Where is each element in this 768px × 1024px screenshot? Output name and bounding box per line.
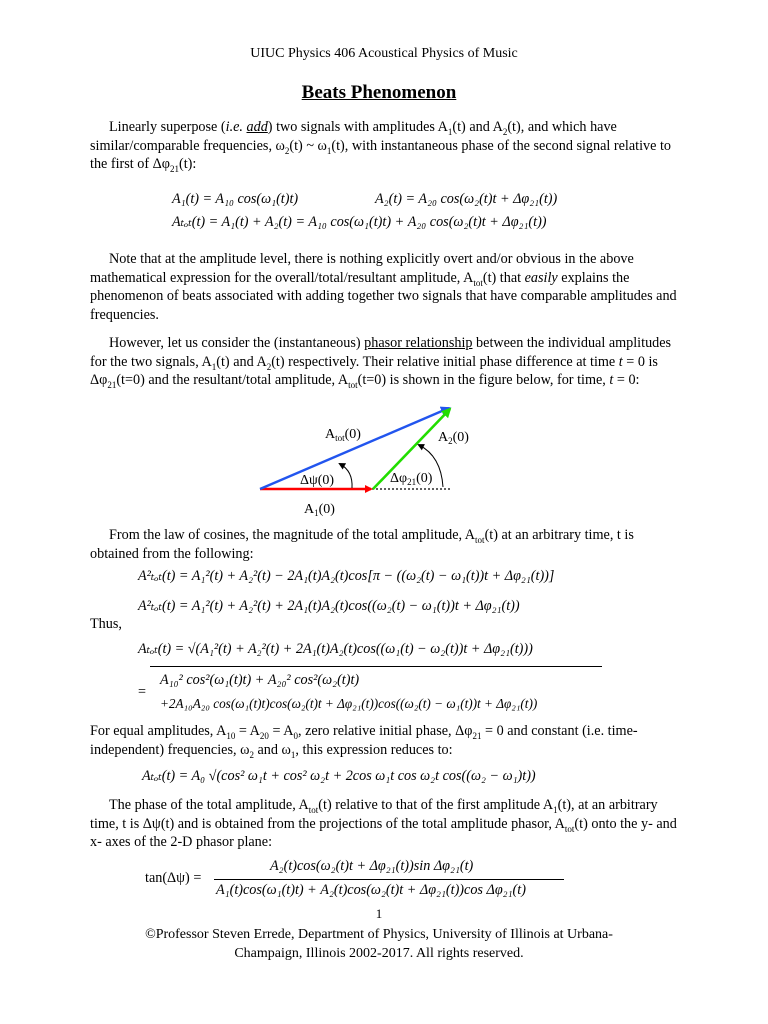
- total-phase-paragraph: The phase of the total amplitude, $A_{tot}(t)$ relative to that of the first amplitude $A_1(t)$, at an arbitrary time, t is Δψ(t) and is obtained from the projections of the total amplitude phasor, $A_{tot}(t)$ onto the y- and x- axes of the 2-D phasor plane:: [90, 797, 677, 850]
- equation-atot-expanded-line2: +2A₁₀A₂₀ cos(ω₁(t)t)cos(ω₂(t)t + Δφ₂₁(t))cos((ω₂(t) − ω₁(t))t + Δφ₂₁(t)): [160, 696, 538, 711]
- a1-label: $A_1(0)$: [304, 502, 335, 518]
- page-title: Beats Phenomenon: [301, 82, 457, 103]
- fraction-bar: [214, 879, 564, 880]
- equation-a1: A₁(t) = A₁₀ cos(ω₁(t)t): [172, 191, 299, 207]
- equation-atot-sum: Aₜₒₜ(t) = A₁(t) + A₂(t) = A₁₀ cos(ω₁(t)t) + A₂₀ cos(ω₂(t)t + Δφ₂₁(t)): [172, 214, 547, 230]
- tan-dpsi-denominator: A₁(t)cos(ω₁(t)t) + A₂(t)cos(ω₂(t)t + Δφ₂₁(t))cos Δφ₂₁(t): [216, 882, 526, 898]
- equation-atot-magnitude: Aₜₒₜ(t) = √(A₁²(t) + A₂²(t) + 2A₁(t)A₂(t)cos((ω₁(t) − ω₂(t))t + Δφ₂₁(t))): [138, 641, 533, 657]
- equals-sign: =: [138, 684, 147, 700]
- equation-law-of-cosines-simplified: A²ₜₒₜ(t) = A₁²(t) + A₂²(t) + 2A₁(t)A₂(t)cos((ω₂(t) − ω₁(t))t + Δφ₂₁(t)): [138, 598, 520, 614]
- phasor-diagram: [240, 396, 480, 521]
- a2-label: $A_2(0)$: [438, 430, 469, 446]
- dphi21-label: $\Delta\varphi_{21}(0)$: [390, 471, 433, 487]
- equal-amplitudes-paragraph: For equal amplitudes, $A_{10} = A_{20} = A_0$, zero relative initial phase, $\Delta\varphi_{21} = 0$ and constant (i.e. time-independent) frequencies, $\omega_2$ and $\omega_1$, this expression reduces to:: [90, 723, 638, 760]
- copyright-line-2: Champaign, Illinois 2002-2017. All rights reserved.: [234, 946, 524, 961]
- law-of-cosines-paragraph: From the law of cosines, the magnitude of the total amplitude, $A_{tot}(t)$ at an arbitrary time, t is obtained from the following:: [90, 527, 634, 562]
- phasor-paragraph: However, let us consider the (instantaneous) phasor relationship between the individual amplitudes for the two signals, $A_1(t)$ and $A_2(t)$ respectively. Their relative initial phase difference at time t = 0 is $\Delta\varphi_{21}(t=0)$ and the resultant/total amplitude, $A_{tot}(t=0)$ is shown in the figure below, for time, t = 0:: [90, 335, 672, 390]
- equation-atot-equal-amplitudes: Aₜₒₜ(t) = A₀ √(cos² ω₁t + cos² ω₂t + 2cos ω₁t cos ω₂t cos((ω₂ − ω₁)t)): [142, 768, 536, 784]
- intro-paragraph: Linearly superpose (i.e. add) two signals with amplitudes $A_1(t)$ and $A_2(t)$, and which have similar/comparable frequencies, $\omega_2(t)$ ~ $\omega_1(t)$, with instantaneous phase of the second signal relative to the first of $\Delta\varphi_{21}(t)$:: [90, 119, 672, 174]
- copyright-line-1: ©Professor Steven Errede, Department of Physics, University of Illinois at Urbana-: [145, 927, 613, 942]
- phasor-relationship-text: phasor relationship: [364, 335, 473, 351]
- copyright-footer: [0, 925, 758, 963]
- amplitude-note-paragraph: Note that at the amplitude level, there is nothing explicitly overt and/or obvious in the above mathematical expression for the overall/total/resultant amplitude, $A_{tot}(t)$ that easily explains the phenomenon of beats associated with adding together two signals that have comparable amplitudes and frequencies.: [90, 251, 677, 323]
- page-number: 1: [375, 906, 383, 921]
- equation-law-of-cosines: A²ₜₒₜ(t) = A₁²(t) + A₂²(t) − 2A₁(t)A₂(t)cos[π − ((ω₂(t) − ω₁(t))t + Δφ₂₁(t))]: [138, 568, 555, 584]
- atot-label: $A_{tot}(0)$: [325, 427, 361, 443]
- thus-text: Thus,: [90, 616, 122, 632]
- radical-bar: [150, 666, 602, 667]
- equation-atot-expanded-line1: A₁₀² cos²(ω₁(t)t) + A₂₀² cos²(ω₂(t)t): [160, 672, 360, 688]
- add-emphasis: add: [246, 119, 268, 135]
- running-header: UIUC Physics 406 Acoustical Physics of Music: [250, 46, 518, 61]
- tan-dpsi-numerator: A₂(t)cos(ω₂(t)t + Δφ₂₁(t))sin Δφ₂₁(t): [270, 858, 474, 874]
- equation-a2: A₂(t) = A₂₀ cos(ω₂(t)t + Δφ₂₁(t)): [375, 191, 558, 207]
- dpsi-label: Δψ(0): [300, 473, 335, 488]
- dpsi-angle-arc: [340, 464, 352, 488]
- tan-dpsi-lhs: tan(Δψ) =: [145, 870, 202, 886]
